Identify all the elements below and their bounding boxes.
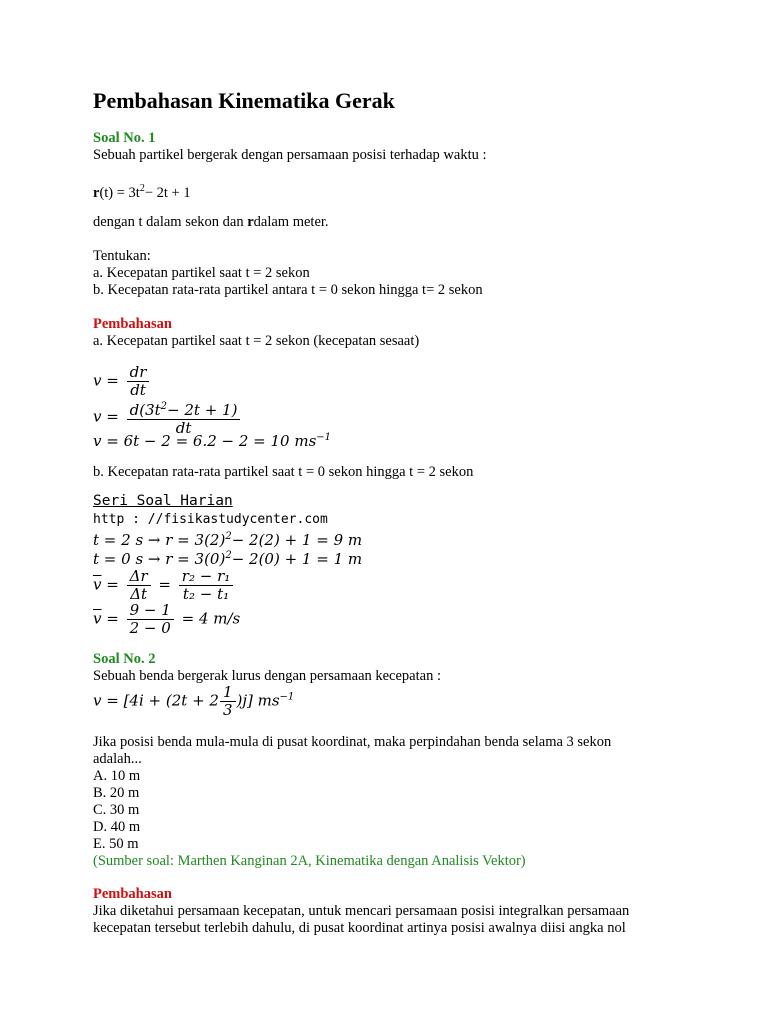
soal2-question-line2: adalah... [93, 751, 142, 767]
units-post: dalam meter. [253, 214, 329, 230]
option-b: B. 20 m [93, 785, 140, 801]
line3-exp: −1 [316, 432, 332, 443]
sq-exp: 2 [160, 401, 168, 412]
pembahasan1-b-text: b. Kecepatan rata-rata partikel saat t = 0 sekon hingga t = 2 sekon [93, 464, 474, 480]
t2-line: t = 2 s → r = 3(2) [93, 531, 226, 549]
watermark-series: Seri Soal Harian [93, 493, 233, 509]
soal2-intro: Sebuah benda bergerak lurus dengan persamaan kecepatan : [93, 668, 441, 684]
frac-num: 1 [220, 684, 236, 702]
frac-den: 3 [222, 701, 233, 719]
math-eq: = [158, 575, 171, 594]
vbar: $\overline{v}$ [93, 575, 102, 594]
soal1-intro: Sebuah partikel bergerak dengan persamaan posisi terhadap waktu : [93, 147, 487, 163]
page-title: Pembahasan Kinematika Gerak [93, 88, 395, 113]
option-e: E. 50 m [93, 836, 139, 852]
eq-r-symbol: r [93, 184, 100, 201]
soal2-source: (Sumber soal: Marthen Kanginan 2A, Kinematika dengan Analisis Vektor) [93, 853, 526, 869]
tentukan-label: Tentukan: [93, 248, 151, 264]
frac-num: dr [127, 364, 150, 382]
math-vbar-definition [93, 568, 236, 603]
math-t2 [93, 531, 362, 549]
t2-tail: − 2(2) + 1 = 9 m [231, 531, 363, 549]
math-eq: = [106, 371, 119, 390]
frac-den: t₂ − t₁ [182, 585, 230, 603]
math-v: v [93, 371, 102, 390]
t0-line: t = 0 s → r = 3(0) [93, 550, 226, 568]
t0-sq: 2 [225, 550, 232, 561]
fraction-r-t [179, 568, 233, 603]
units-pre: dengan t dalam sekon dan [93, 214, 248, 230]
frac-den: dt [130, 381, 146, 399]
watermark-url: http : //fisikastudycenter.com [93, 512, 328, 527]
soal2-equation [93, 684, 294, 719]
option-a: A. 10 m [93, 768, 141, 784]
d-tail: − 2t + 1) [167, 401, 238, 419]
d-open: d(3t [129, 401, 161, 419]
fraction-9-1 [127, 602, 174, 637]
pembahasan1-label: Pembahasan [93, 316, 172, 332]
frac-num: Δr [127, 568, 151, 586]
frac-num [127, 398, 241, 420]
pembahasan2-line2: kecepatan tersebut terlebih dahulu, di pusat koordinat artinya posisi awalnya diisi angka nol [93, 920, 626, 936]
fraction-delta [127, 568, 151, 603]
math-t0 [93, 550, 362, 568]
eq-pre: v = [4i + (2t + 2 [93, 691, 219, 710]
result: = 4 m/s [181, 609, 241, 628]
pembahasan2-line1: Jika diketahui persamaan kecepatan, untuk mencari persamaan posisi integralkan persamaan [93, 903, 630, 919]
frac-num: r₂ − r₁ [179, 568, 233, 586]
frac-num: 9 − 1 [127, 602, 174, 620]
soal1-equation [93, 180, 191, 202]
pembahasan2-label: Pembahasan [93, 886, 172, 902]
vbar: $\overline{v}$ [93, 609, 102, 628]
math-v-dr-dt [93, 364, 152, 399]
eq-post: )j] ms [236, 691, 280, 710]
question-a: a. Kecepatan partikel saat t = 2 sekon [93, 265, 310, 281]
math-eq: = [106, 407, 119, 426]
eq-exponent: 2 [139, 183, 145, 194]
fraction-dr-dt [127, 364, 150, 399]
math-v: v [93, 407, 102, 426]
soal2-question-line1: Jika posisi benda mula-mula di pusat koordinat, maka perpindahan benda selama 3 sekon [93, 734, 612, 750]
math-eq: = [106, 575, 119, 594]
frac-den: 2 − 0 [129, 619, 171, 637]
line3: v = 6t − 2 = 6.2 − 2 = 10 ms [93, 432, 317, 450]
soal1-label: Soal No. 1 [93, 130, 156, 146]
option-c: C. 30 m [93, 802, 140, 818]
fraction-one-third [220, 684, 236, 719]
soal1-units [93, 214, 329, 231]
math-eq: = [106, 609, 119, 628]
soal2-label: Soal No. 2 [93, 651, 156, 667]
eq-tail: − 2t + 1 [144, 184, 191, 201]
math-v-result [93, 432, 331, 450]
math-vbar-result [93, 602, 240, 637]
frac-den: Δt [130, 585, 148, 603]
frac-den: dt [175, 419, 192, 437]
eq-exp: −1 [279, 691, 295, 703]
question-b: b. Kecepatan rata-rata partikel antara t = 0 sekon hingga t= 2 sekon [93, 282, 483, 298]
eq-rest: (t) = 3t [99, 184, 140, 201]
t2-sq: 2 [225, 531, 232, 542]
t0-tail: − 2(0) + 1 = 1 m [231, 550, 363, 568]
option-d: D. 40 m [93, 819, 141, 835]
units-r: r [247, 214, 254, 230]
pembahasan1-a-text: a. Kecepatan partikel saat t = 2 sekon (kecepatan sesaat) [93, 333, 420, 349]
